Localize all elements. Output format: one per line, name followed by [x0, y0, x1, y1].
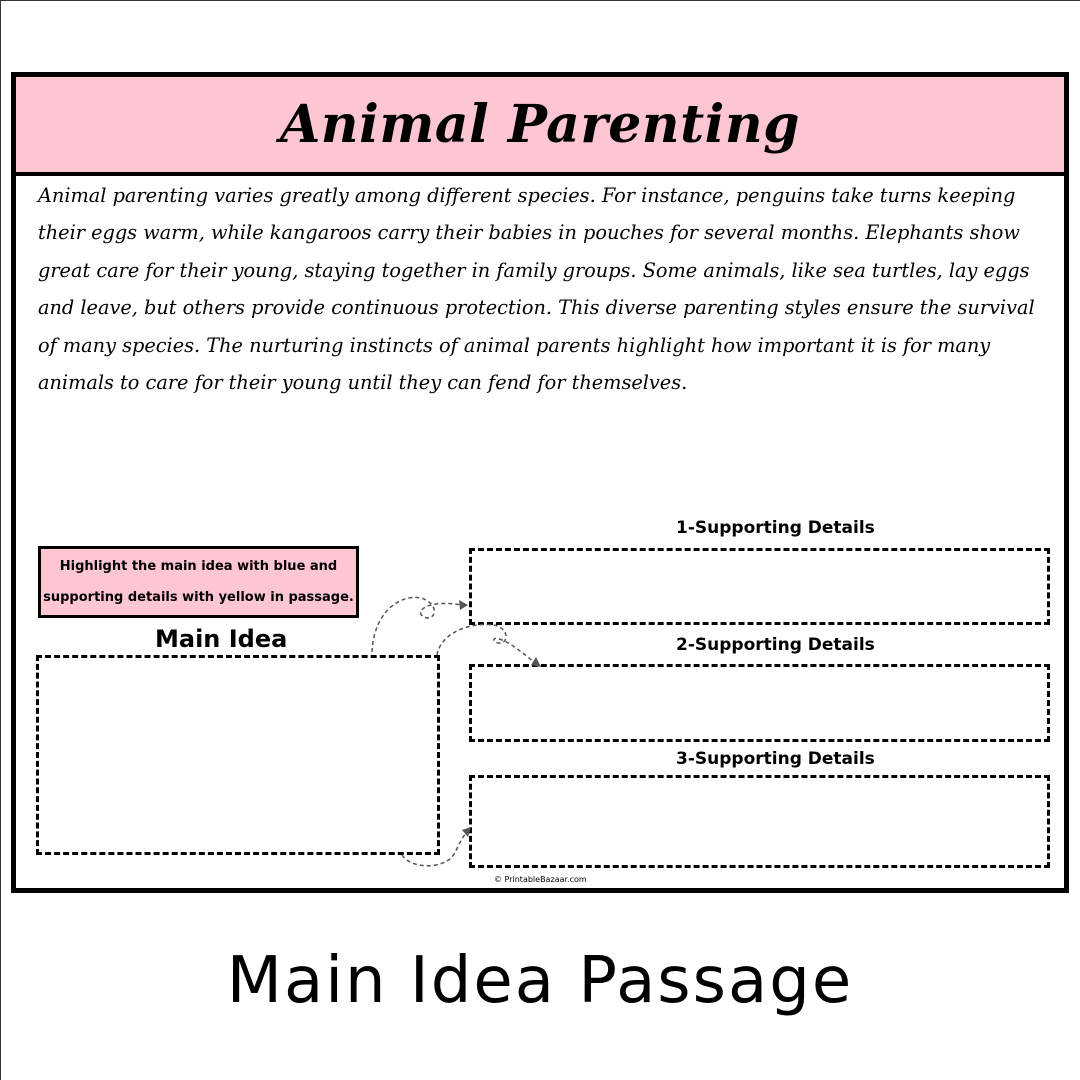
reading-passage: Animal parenting varies greatly among different species. For instance, penguins take turns keeping their eggs warm, while kangaroos carry their babies in pouches for several months. Elephants show great care for their young, staying together in family groups. Some animals, like sea turtles, lay eggs and leave, but others provide continuous protection. This diverse parenting styles ensure the survival of many species. The nurturing instincts of animal parents highlight how important it is for many animals to care for their young until they can fend for themselves.	[38, 184, 1035, 395]
title-band	[16, 77, 1064, 176]
image-caption: Main Idea Passage	[226, 944, 854, 1018]
main-idea-label: Main Idea	[155, 625, 288, 653]
worksheet	[11, 72, 1069, 893]
supporting-detail-label-3: 3-Supporting Details	[676, 749, 875, 769]
instruction-line-1: Highlight the main idea with blue and	[59, 559, 338, 574]
supporting-detail-label-1: 1-Supporting Details	[676, 518, 875, 538]
arrow-to-detail-2	[437, 624, 536, 664]
page-edge-left	[0, 0, 1, 1080]
instruction-line-2: supporting details with yellow in passage.	[43, 590, 354, 605]
arrow-to-detail-1	[372, 597, 462, 652]
arrowhead-1	[459, 600, 468, 610]
supporting-detail-answer-box-1[interactable]	[469, 548, 1050, 625]
instruction-box	[38, 546, 359, 618]
supporting-detail-answer-box-3[interactable]	[469, 775, 1050, 868]
supporting-detail-answer-box-2[interactable]	[469, 664, 1050, 742]
worksheet-title: Animal Parenting	[279, 94, 801, 155]
copyright-note: © PrintableBazaar.com	[494, 875, 587, 884]
supporting-detail-label-2: 2-Supporting Details	[676, 635, 875, 655]
main-idea-answer-box[interactable]	[36, 655, 440, 855]
page-edge-top	[0, 0, 1080, 1]
